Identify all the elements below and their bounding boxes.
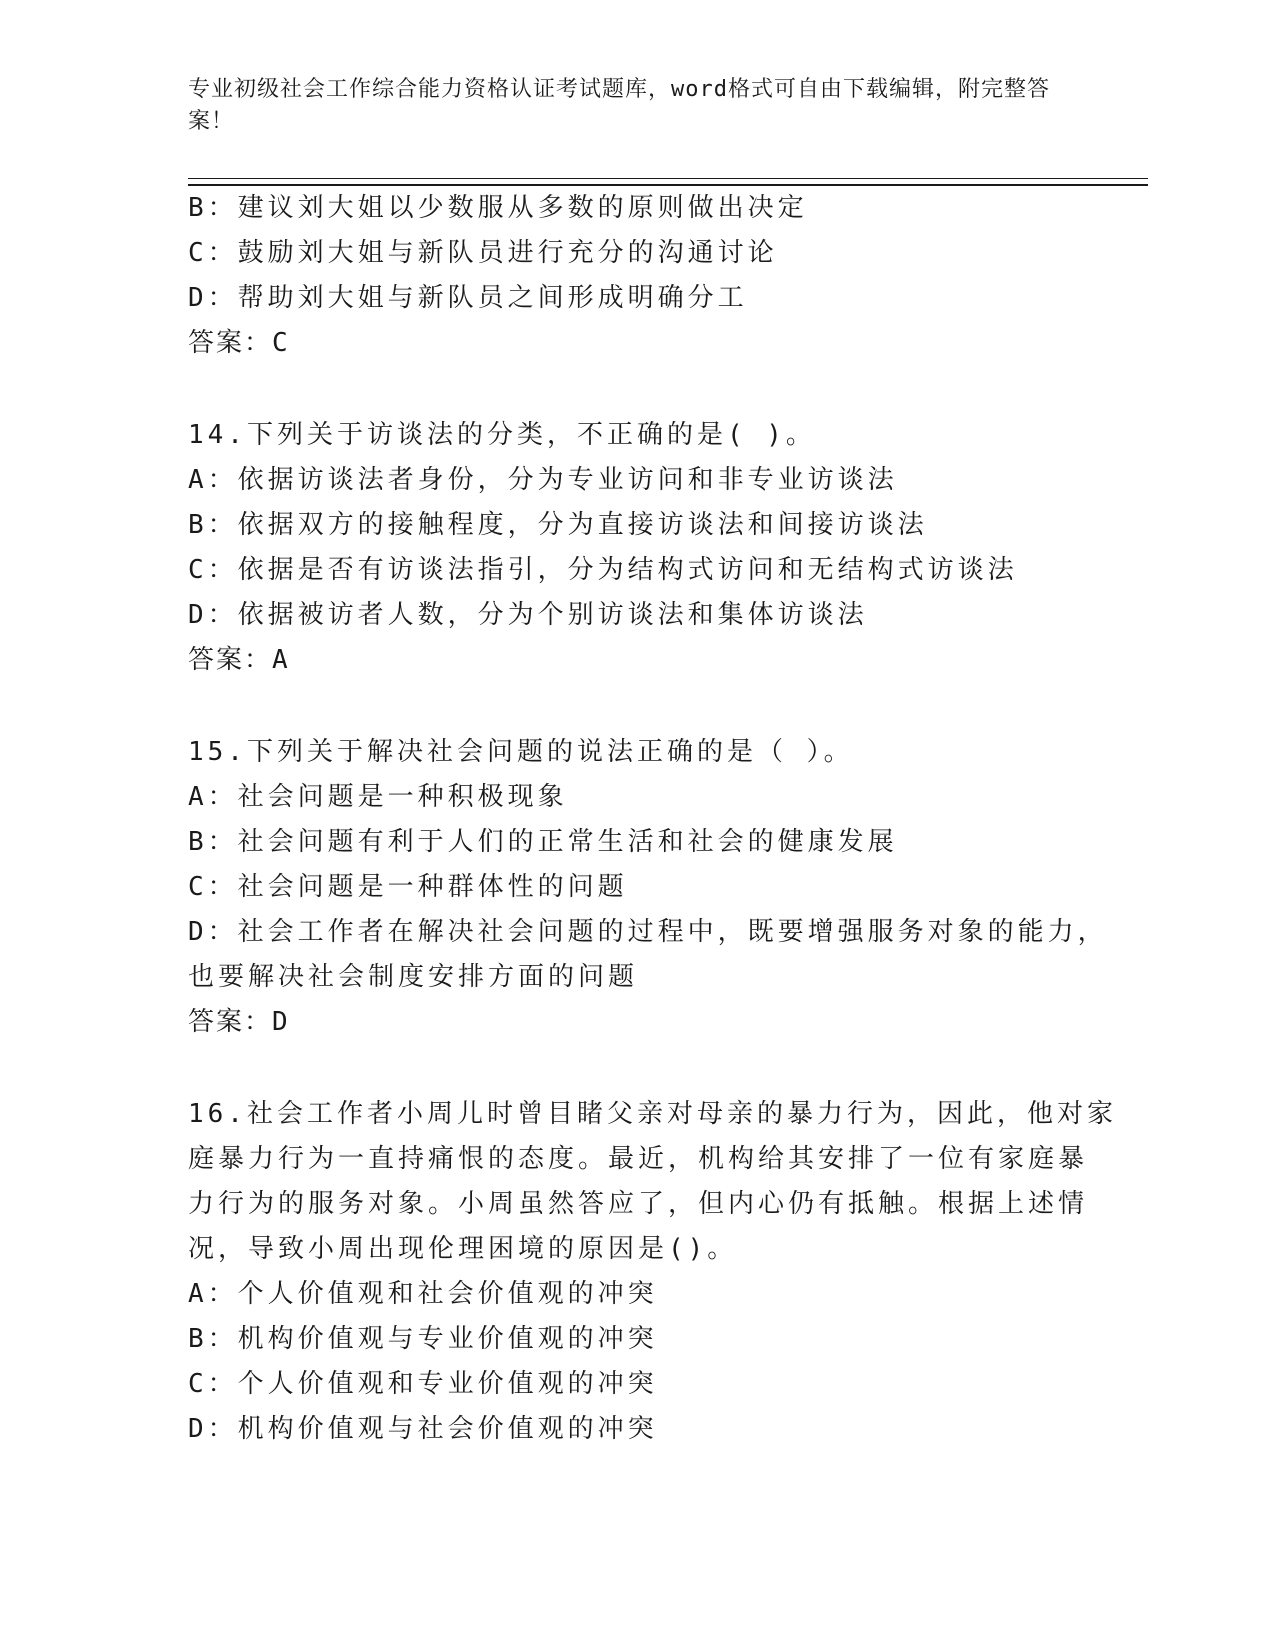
option-d: D：帮助刘大姐与新队员之间形成明确分工 <box>188 283 748 313</box>
option-b: B：社会问题有利于人们的正常生活和社会的健康发展 <box>188 827 898 857</box>
option-c: C：社会问题是一种群体性的问题 <box>188 872 628 902</box>
option-d: D：机构价值观与社会价值观的冲突 <box>188 1414 658 1444</box>
option-b: B：依据双方的接触程度，分为直接访谈法和间接访谈法 <box>188 510 928 540</box>
option-d: D：依据被访者人数，分为个别访谈法和集体访谈法 <box>188 600 868 630</box>
option-d: D：社会工作者在解决社会问题的过程中，既要增强服务对象的能力， <box>188 917 1108 947</box>
question-content <box>188 186 1117 1452</box>
question-stem-line: 庭暴力行为一直持痛恨的态度。最近，机构给其安排了一位有家庭暴 <box>188 1144 1089 1174</box>
question-16 <box>188 1092 1117 1452</box>
option-a: A：依据访谈法者身份，分为专业访问和非专业访谈法 <box>188 465 898 495</box>
spacer <box>188 1045 1088 1092</box>
option-b: B：机构价值观与专业价值观的冲突 <box>188 1324 658 1354</box>
question-13-continued <box>188 186 1088 366</box>
option-a: A：个人价值观和社会价值观的冲突 <box>188 1279 658 1309</box>
question-stem-line: 力行为的服务对象。小周虽然答应了，但内心仍有抵触。根据上述情 <box>188 1189 1089 1219</box>
answer-15: 答案：D <box>188 1007 290 1037</box>
question-stem: 14.下列关于访谈法的分类，不正确的是( )。 <box>188 420 816 450</box>
option-c: C：鼓励刘大姐与新队员进行充分的沟通讨论 <box>188 238 778 268</box>
header-divider <box>188 178 1148 186</box>
page-header: 专业初级社会工作综合能力资格认证考试题库，word格式可自由下载编辑，附完整答案！ <box>188 77 1050 134</box>
question-stem: 15.下列关于解决社会问题的说法正确的是（ ）。 <box>188 737 854 767</box>
question-15 <box>188 730 1108 1045</box>
spacer <box>188 683 1088 730</box>
spacer <box>188 366 1088 413</box>
question-stem-line: 况，导致小周出现伦理困境的原因是()。 <box>188 1234 738 1264</box>
option-d-continued: 也要解决社会制度安排方面的问题 <box>188 962 639 992</box>
question-stem-line: 16.社会工作者小周儿时曾目睹父亲对母亲的暴力行为，因此，他对家 <box>188 1099 1117 1129</box>
answer-14: 答案：A <box>188 645 290 675</box>
answer-13: 答案：C <box>188 328 290 358</box>
option-c: C：依据是否有访谈法指引，分为结构式访问和无结构式访谈法 <box>188 555 1018 585</box>
option-b: B：建议刘大姐以少数服从多数的原则做出决定 <box>188 193 808 223</box>
option-c: C：个人价值观和专业价值观的冲突 <box>188 1369 658 1399</box>
question-14 <box>188 413 1088 683</box>
option-a: A：社会问题是一种积极现象 <box>188 782 568 812</box>
